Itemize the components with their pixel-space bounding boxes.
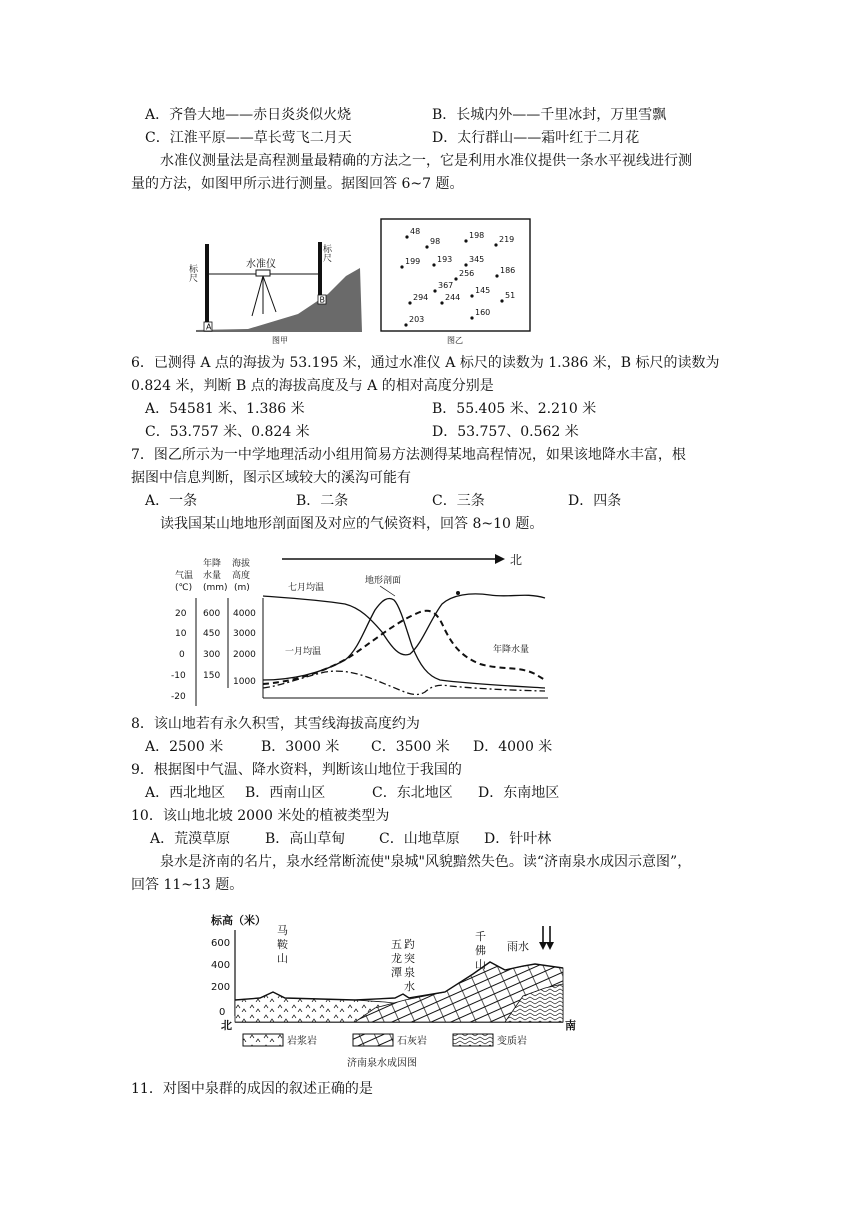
- fig-yi-caption: 图乙: [447, 336, 463, 345]
- q8-option-c: C．3500 米: [371, 739, 450, 755]
- temp-tick: -10: [171, 671, 186, 681]
- elevation-point-label: 345: [469, 255, 485, 264]
- q7-stem-line1: 7．图乙所示为一中学地理活动小组用简易方法测得某地高程情况，如果该地降水丰富，根: [131, 447, 686, 463]
- q9-stem: 9．根据图中气温、降水资料，判断该山地位于我国的: [131, 762, 462, 778]
- header-precip-2: 水量: [203, 571, 222, 581]
- label-precipitation: 年降水量: [493, 645, 530, 655]
- figure-jia: [188, 232, 368, 346]
- baotu-char: 水: [404, 980, 415, 993]
- intro-11-13-line1: 泉水是济南的名片，泉水经常断流使"泉城"风貌黯然失色。读“济南泉水成因示意图”，: [160, 854, 692, 870]
- elevation-point-label: 193: [437, 255, 453, 264]
- legend-magma-label: 岩浆岩: [287, 1036, 317, 1047]
- legend-metamorphic-swatch: [453, 1034, 493, 1046]
- instrument-label: 水准仪: [246, 259, 276, 270]
- january-temp-line: [263, 671, 545, 694]
- south-label: 南: [565, 1019, 576, 1032]
- y-tick: 200: [211, 982, 231, 993]
- q6-stem-line1: 6．已测得 A 点的海拔为 53.195 米，通过水准仪 A 标尺的读数为 1.386 米，B 标尺的读数为: [131, 355, 720, 371]
- baotu-char: 趵: [404, 938, 415, 951]
- alt-tick: 1000: [233, 677, 256, 687]
- y-tick: 0: [219, 1007, 226, 1018]
- elevation-point-label: 198: [469, 231, 485, 240]
- elevation-point-dot: [494, 243, 497, 246]
- level-instrument: [256, 270, 270, 276]
- elevation-point-dot: [464, 239, 467, 242]
- maanshan-char: 马: [277, 924, 288, 937]
- figure-yi: [380, 218, 532, 346]
- baotu-label: [404, 938, 415, 993]
- q6-option-a: A．54581 米、1.386 米: [145, 401, 305, 417]
- q9-option-c: C．东北地区: [372, 785, 453, 801]
- elevation-point-dot: [432, 263, 435, 266]
- qianfo-char: 山: [475, 958, 486, 971]
- profile-chart: [170, 548, 560, 708]
- elevation-point-dot: [500, 299, 503, 302]
- q8-option-b: B．3000 米: [261, 739, 340, 755]
- point-a-label: A: [206, 322, 212, 332]
- elevation-point-label: 51: [505, 291, 516, 300]
- elevation-point-dot: [404, 323, 407, 326]
- hill-slope: [196, 268, 362, 332]
- maanshan-label: [277, 924, 289, 965]
- maanshan-char: 山: [277, 952, 288, 965]
- q10-option-c: C．山地草原: [379, 831, 460, 847]
- elevation-point-label: 199: [405, 257, 421, 266]
- temp-tick: 10: [175, 629, 187, 639]
- terrain-profile-line: [263, 598, 545, 688]
- elevation-point-dot: [425, 245, 428, 248]
- alt-tick: 3000: [233, 629, 256, 639]
- elevation-point-label: 145: [475, 286, 491, 295]
- north-label: 北: [510, 553, 523, 567]
- temp-tick: -20: [171, 692, 186, 702]
- q5-option-c: C．江淮平原——草长莺飞二月天: [145, 130, 352, 146]
- left-staff: [205, 244, 209, 330]
- q10-option-b: B．高山草甸: [265, 831, 346, 847]
- elevation-point-label: 256: [459, 269, 475, 278]
- baotu-char: 突: [404, 952, 415, 965]
- qianfo-label: [475, 930, 486, 971]
- elevation-point-dot: [470, 294, 473, 297]
- elevation-point-label: 219: [499, 235, 515, 244]
- spring-figure: [205, 912, 585, 1074]
- precip-tick: 450: [203, 629, 221, 639]
- elevation-point-label: 203: [409, 315, 425, 324]
- q7-option-d: D．四条: [568, 493, 622, 509]
- q11-stem: 11．对图中泉群的成因的叙述正确的是: [131, 1081, 373, 1097]
- wulongtan-char: 龙: [391, 952, 402, 965]
- label-july-temp: 七月均温: [288, 583, 325, 593]
- legend-magma-swatch: [243, 1034, 283, 1046]
- qianfo-char: 佛: [475, 944, 486, 957]
- q10-option-d: D．针叶林: [484, 831, 552, 847]
- elevation-point-dot: [408, 301, 411, 304]
- y-tick: 600: [211, 938, 231, 949]
- elevation-point-dot: [495, 274, 498, 277]
- q9-option-b: B．西南山区: [245, 785, 326, 801]
- precip-tick: 300: [203, 650, 221, 660]
- header-alt-unit: (m): [234, 583, 250, 593]
- intro-6-7-line2: 量的方法，如图甲所示进行测量。据图回答 6~7 题。: [131, 176, 464, 192]
- q7-option-b: B．二条: [296, 493, 349, 509]
- q7-option-a: A．一条: [145, 493, 198, 509]
- elevation-point-dot: [454, 277, 457, 280]
- q7-stem-line2: 据图中信息判断，图示区域较大的溪沟可能有: [131, 470, 411, 486]
- q6-stem-line2: 0.824 米，判断 B 点的海拔高度及与 A 的相对高度分别是: [131, 378, 494, 394]
- elevation-point-dot: [405, 235, 408, 238]
- q5-option-a: A．齐鲁大地——赤日炎炎似火烧: [145, 107, 352, 123]
- qianfo-char: 千: [475, 930, 486, 943]
- q9-option-a: A．西北地区: [145, 785, 226, 801]
- legend-limestone-swatch: [353, 1034, 393, 1046]
- maanshan-char: 鞍: [277, 938, 288, 951]
- q10-option-a: A．荒漠草原: [150, 831, 231, 847]
- north-label: 北: [221, 1019, 232, 1032]
- elevation-point-label: 186: [500, 266, 516, 275]
- q6-option-d: D．53.757、0.562 米: [432, 424, 579, 440]
- label-terrain: 地形剖面: [365, 576, 402, 586]
- header-precip-unit: (mm): [203, 583, 228, 593]
- q5-option-d: D．太行群山——霜叶红于二月花: [432, 130, 640, 146]
- y-tick: 400: [211, 960, 231, 971]
- q7-option-c: C．三条: [432, 493, 485, 509]
- q8-stem: 8．该山地若有永久积雪，其雪线海拔高度约为: [131, 716, 420, 732]
- elevation-title: 标高（米）: [211, 914, 266, 927]
- elevation-point-label: 367: [438, 281, 454, 290]
- elevation-point-label: 244: [445, 293, 461, 302]
- right-staff-label: 标尺: [321, 244, 331, 262]
- label-january-temp: 一月均温: [285, 647, 322, 657]
- temp-tick: 20: [175, 609, 187, 619]
- wulongtan-char: 五: [391, 938, 402, 951]
- elevation-point-dot: [400, 265, 403, 268]
- precip-ticks: [203, 609, 220, 681]
- spring-figure-caption: 济南泉水成因图: [347, 1058, 417, 1069]
- wulongtan-label: [391, 938, 402, 979]
- intro-8-10: 读我国某山地地形剖面图及对应的气候资料，回答 8~10 题。: [160, 516, 544, 532]
- rain-label: 雨水: [507, 940, 529, 953]
- header-alt-2: 高度: [232, 571, 251, 581]
- header-precip: 年降: [203, 559, 222, 569]
- wulongtan-char: 潭: [391, 966, 402, 979]
- left-staff-label: 标尺: [187, 264, 197, 282]
- intro-11-13-line2: 回答 11~13 题。: [131, 877, 244, 893]
- alt-tick: 2000: [233, 650, 256, 660]
- fig-jia-caption: 图甲: [272, 336, 288, 345]
- q6-option-c: C．53.757 米、0.824 米: [145, 424, 310, 440]
- elevation-point-label: 48: [410, 227, 421, 236]
- q8-option-d: D．4000 米: [473, 739, 553, 755]
- elevation-point-label: 98: [430, 237, 441, 246]
- header-alt: 海拔: [232, 559, 251, 569]
- q9-option-d: D．东南地区: [478, 785, 560, 801]
- rain-arrows-icon: [539, 926, 554, 950]
- header-temp: 气温: [175, 571, 194, 581]
- q8-option-a: A．2500 米: [145, 739, 224, 755]
- point-b-label: B: [319, 295, 325, 305]
- precip-tick: 150: [203, 671, 221, 681]
- elevation-point-dot: [470, 316, 473, 319]
- intro-6-7-line1: 水准仪测量法是高程测量最精确的方法之一，它是利用水准仪提供一条水平视线进行测: [160, 153, 692, 169]
- legend-metamorphic-label: 变质岩: [497, 1036, 527, 1047]
- q6-option-b: B．55.405 米、2.210 米: [432, 401, 597, 417]
- alt-tick: 4000: [233, 609, 256, 619]
- elevation-point-dot: [433, 289, 436, 292]
- precip-tick: 600: [203, 609, 221, 619]
- temp-ticks: [171, 609, 187, 702]
- elevation-point-dot: [440, 301, 443, 304]
- header-temp-unit: (℃): [175, 583, 193, 593]
- legend-limestone-label: 石灰岩: [397, 1036, 427, 1047]
- elevation-point-label: 294: [413, 293, 429, 302]
- elevation-point-label: 160: [475, 308, 491, 317]
- altitude-ticks: [233, 609, 256, 687]
- q5-option-b: B．长城内外——千里冰封，万里雪飘: [432, 107, 667, 123]
- q10-stem: 10．该山地北坡 2000 米处的植被类型为: [131, 808, 390, 824]
- elevation-point-dot: [464, 263, 467, 266]
- temp-tick: 0: [179, 650, 185, 660]
- baotu-char: 泉: [404, 966, 415, 979]
